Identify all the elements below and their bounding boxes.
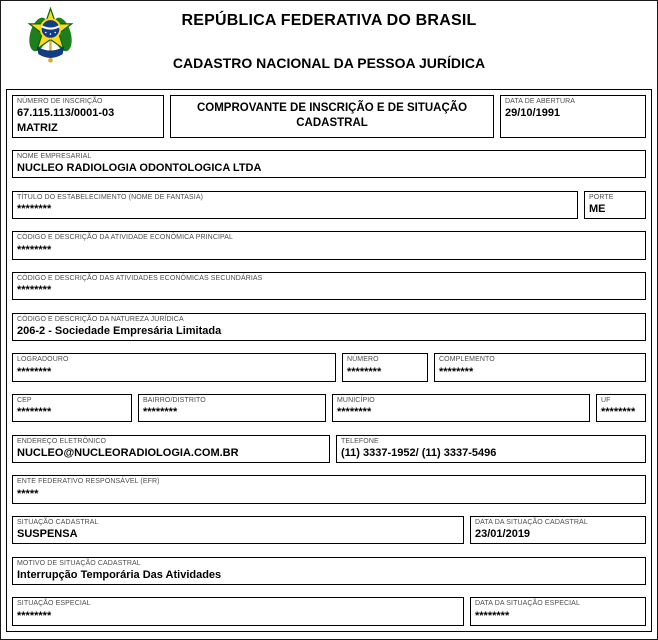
field-comprovante-title [170,95,494,138]
registration-status: SUSPENSA [17,528,78,541]
row-atividades-secundarias [12,272,646,301]
address-complement: ******** [439,365,474,378]
row-contato [12,435,646,464]
special-status-date: ******** [475,609,510,622]
field-atividade-principal [12,231,646,260]
field-data-abertura [500,95,646,138]
row-endereco-2 [12,394,646,423]
field-label: NOME EMPRESARIAL [17,152,92,160]
field-label: DATA DE ABERTURA [505,98,576,105]
field-label: MOTIVO DE SITUAÇÃO CADASTRAL [17,559,141,567]
field-situacao-especial [12,597,464,626]
document-header [1,1,657,89]
brazil-coat-of-arms-icon [27,6,74,66]
field-label: NÚMERO [347,356,379,364]
trade-name: ******** [17,202,52,215]
field-natureza-juridica [12,313,646,342]
street: ******** [17,365,52,378]
field-motivo-situacao [12,557,646,586]
comprovante-title-text: COMPROVANTE DE INSCRIÇÃO E DE SITUAÇÃO CADASTRAL [196,102,468,130]
row-efr [12,475,646,504]
field-label: ENDEREÇO ELETRÔNICO [17,437,107,445]
opening-date: 29/10/1991 [505,107,561,120]
field-label: CÓDIGO E DESCRIÇÃO DA ATIVIDADE ECONÔMICA PRINCIPAL [17,234,234,242]
field-label: SITUAÇÃO ESPECIAL [17,600,91,608]
republic-title: REPÚBLICA FEDERATIVA DO BRASIL [181,12,477,29]
matriz-indicator: MATRIZ [17,121,58,134]
responsible-federative-entity: ***** [17,487,39,500]
row-nome-empresarial [12,150,646,179]
field-complemento [434,353,646,382]
field-situacao-cadastral [12,516,464,545]
field-label: PORTE [589,193,614,201]
email-address: NUCLEO@NUCLEORADIOLOGIA.COM.BR [17,446,239,459]
fields-container [6,89,652,632]
district: ******** [143,406,178,419]
special-status: ******** [17,609,52,622]
company-name: NUCLEO RADIOLOGIA ODONTOLOGICA LTDA [17,162,262,175]
field-label: UF [601,396,611,404]
postal-code: ******** [17,406,52,419]
field-logradouro [12,353,336,382]
field-porte [584,191,646,220]
status-reason: Interrupção Temporária Das Atividades [17,568,222,581]
field-label: CÓDIGO E DESCRIÇÃO DA NATUREZA JURÍDICA [17,315,184,323]
field-numero [342,353,428,382]
field-label: BAIRRO/DISTRITO [143,396,206,404]
row-motivo [12,557,646,586]
field-data-situacao-especial [470,597,646,626]
legal-nature: 206-2 - Sociedade Empresária Limitada [17,324,222,337]
field-label: TELEFONE [341,437,379,445]
field-label: CEP [17,396,32,404]
field-municipio [332,394,590,423]
field-data-situacao-cadastral [470,516,646,545]
row-atividade-principal [12,231,646,260]
row-situacao-especial [12,597,646,626]
field-numero-inscricao [12,95,164,138]
field-atividades-secundarias [12,272,646,301]
field-nome-fantasia [12,191,578,220]
row-natureza-juridica [12,313,646,342]
state: ******** [601,406,636,419]
city: ******** [337,406,372,419]
field-bairro [138,394,326,423]
row-identification [12,95,646,138]
row-fantasia-porte [12,191,646,220]
field-nome-empresarial [12,150,646,179]
field-label: SITUAÇÃO CADASTRAL [17,518,99,526]
field-uf [596,394,646,423]
field-label: TÍTULO DO ESTABELECIMENTO (NOME DE FANTASIA) [17,193,204,201]
registration-status-date: 23/01/2019 [475,528,531,541]
company-size: ME [589,202,606,215]
field-label: NÚMERO DE INSCRIÇÃO [17,98,103,105]
row-situacao [12,516,646,545]
field-label: ENTE FEDERATIVO RESPONSÁVEL (EFR) [17,478,160,486]
cnpj-number: 67.115.113/0001-03 [17,107,115,120]
field-label: DATA DA SITUAÇÃO CADASTRAL [475,518,588,526]
cnpj-registry-subtitle: CADASTRO NACIONAL DA PESSOA JURÍDICA [172,55,486,71]
field-label: CÓDIGO E DESCRIÇÃO DAS ATIVIDADES ECONÔMICAS SECUNDÁRIAS [17,274,263,282]
secondary-activities: ******** [17,284,52,297]
field-label: DATA DA SITUAÇÃO ESPECIAL [475,600,580,608]
row-endereco-1 [12,353,646,382]
field-endereco-eletronico [12,435,330,464]
street-number: ******** [347,365,382,378]
field-efr [12,475,646,504]
phone-numbers: (11) 3337-1952/ (11) 3337-5496 [341,446,497,459]
field-label: LOGRADOURO [17,356,69,364]
field-telefone [336,435,646,464]
field-cep [12,394,132,423]
field-label: COMPLEMENTO [439,356,495,364]
field-label: MUNICÍPIO [337,396,375,404]
main-activity: ******** [17,243,52,256]
